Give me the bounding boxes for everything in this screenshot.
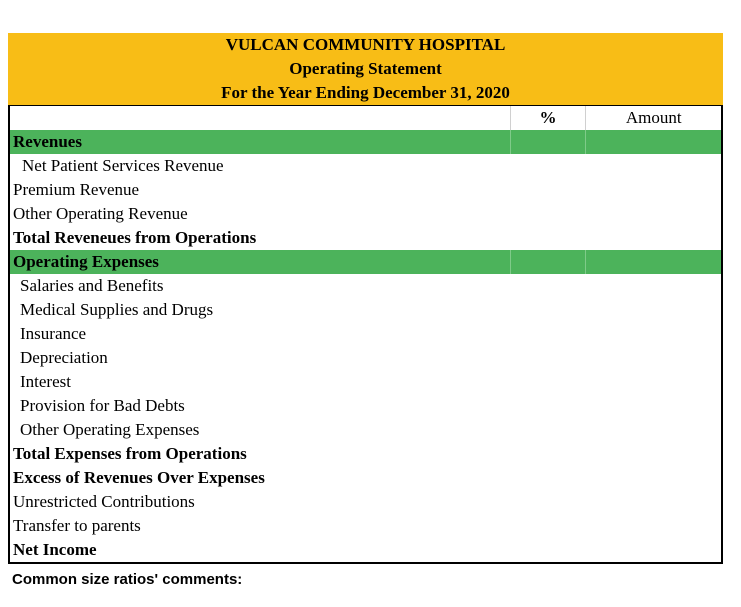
amount-cell bbox=[586, 538, 721, 562]
revenues-heading: Revenues bbox=[13, 132, 82, 151]
amount-cell bbox=[585, 130, 721, 154]
amount-cell bbox=[586, 346, 721, 370]
table-row bbox=[10, 322, 721, 346]
statement-table bbox=[8, 105, 723, 564]
table-row bbox=[10, 154, 721, 178]
net-income-label: Net Income bbox=[13, 540, 97, 559]
percent-column-header: % bbox=[510, 106, 586, 130]
percent-cell bbox=[511, 178, 586, 202]
percent-cell bbox=[511, 394, 586, 418]
comments-label: Common size ratios' comments: bbox=[12, 571, 243, 586]
amount-cell bbox=[586, 202, 721, 226]
total-expenses-label: Total Expenses from Operations bbox=[13, 444, 247, 463]
percent-cell bbox=[511, 418, 586, 442]
column-header-row bbox=[10, 106, 721, 130]
amount-cell bbox=[586, 394, 721, 418]
table-row bbox=[10, 370, 721, 394]
expenses-section-row bbox=[10, 250, 721, 274]
amount-cell bbox=[585, 250, 721, 274]
percent-cell bbox=[511, 274, 586, 298]
amount-cell bbox=[586, 298, 721, 322]
excess-row bbox=[10, 466, 721, 490]
amount-cell bbox=[586, 178, 721, 202]
line-item-label: Interest bbox=[20, 372, 71, 391]
amount-cell bbox=[586, 226, 721, 250]
operating-statement bbox=[8, 33, 723, 564]
percent-cell bbox=[511, 442, 586, 466]
table-row bbox=[10, 394, 721, 418]
table-row bbox=[10, 514, 721, 538]
excess-label: Excess of Revenues Over Expenses bbox=[13, 468, 265, 487]
statement-period: For the Year Ending December 31, 2020 bbox=[221, 83, 510, 102]
net-income-row bbox=[10, 538, 721, 562]
amount-cell bbox=[586, 442, 721, 466]
line-item-label: Other Operating Revenue bbox=[13, 204, 188, 223]
percent-cell bbox=[511, 346, 586, 370]
amount-cell bbox=[586, 274, 721, 298]
percent-cell bbox=[511, 226, 586, 250]
line-item-label: Salaries and Benefits bbox=[20, 276, 164, 295]
line-item-label: Medical Supplies and Drugs bbox=[20, 300, 214, 319]
amount-cell bbox=[586, 154, 721, 178]
total-revenues-label: Total Reveneues from Operations bbox=[13, 228, 257, 247]
line-item-label: Depreciation bbox=[20, 348, 108, 367]
table-row bbox=[10, 490, 721, 514]
percent-cell bbox=[511, 154, 586, 178]
percent-cell bbox=[511, 370, 586, 394]
amount-cell bbox=[586, 370, 721, 394]
total-revenues-row bbox=[10, 226, 721, 250]
transfer-to-parents-label: Transfer to parents bbox=[13, 516, 141, 535]
amount-cell bbox=[586, 490, 721, 514]
percent-cell bbox=[511, 490, 586, 514]
statement-header bbox=[8, 33, 723, 105]
amount-column-header: Amount bbox=[585, 106, 721, 130]
table-row bbox=[10, 274, 721, 298]
line-item-label: Provision for Bad Debts bbox=[20, 396, 185, 415]
percent-cell bbox=[511, 202, 586, 226]
percent-cell bbox=[510, 250, 586, 274]
statement-title: Operating Statement bbox=[289, 59, 442, 78]
percent-cell bbox=[511, 514, 586, 538]
table-row bbox=[10, 178, 721, 202]
percent-cell bbox=[511, 322, 586, 346]
table-row bbox=[10, 418, 721, 442]
amount-cell bbox=[586, 466, 721, 490]
line-item-label: Other Operating Expenses bbox=[20, 420, 200, 439]
table-row bbox=[10, 202, 721, 226]
amount-cell bbox=[586, 418, 721, 442]
expenses-heading: Operating Expenses bbox=[13, 252, 159, 271]
column-header-label bbox=[10, 106, 510, 130]
percent-cell bbox=[511, 538, 586, 562]
table-row bbox=[10, 298, 721, 322]
revenues-section-row bbox=[10, 130, 721, 154]
percent-cell bbox=[511, 466, 586, 490]
unrestricted-contributions-label: Unrestricted Contributions bbox=[13, 492, 195, 511]
amount-cell bbox=[586, 322, 721, 346]
amount-cell bbox=[586, 514, 721, 538]
line-item-label: Premium Revenue bbox=[13, 180, 140, 199]
total-expenses-row bbox=[10, 442, 721, 466]
percent-cell bbox=[511, 298, 586, 322]
table-row bbox=[10, 346, 721, 370]
line-item-label: Insurance bbox=[20, 324, 87, 343]
hospital-name: VULCAN COMMUNITY HOSPITAL bbox=[225, 35, 506, 54]
percent-cell bbox=[510, 130, 586, 154]
line-item-label: Net Patient Services Revenue bbox=[22, 156, 224, 175]
